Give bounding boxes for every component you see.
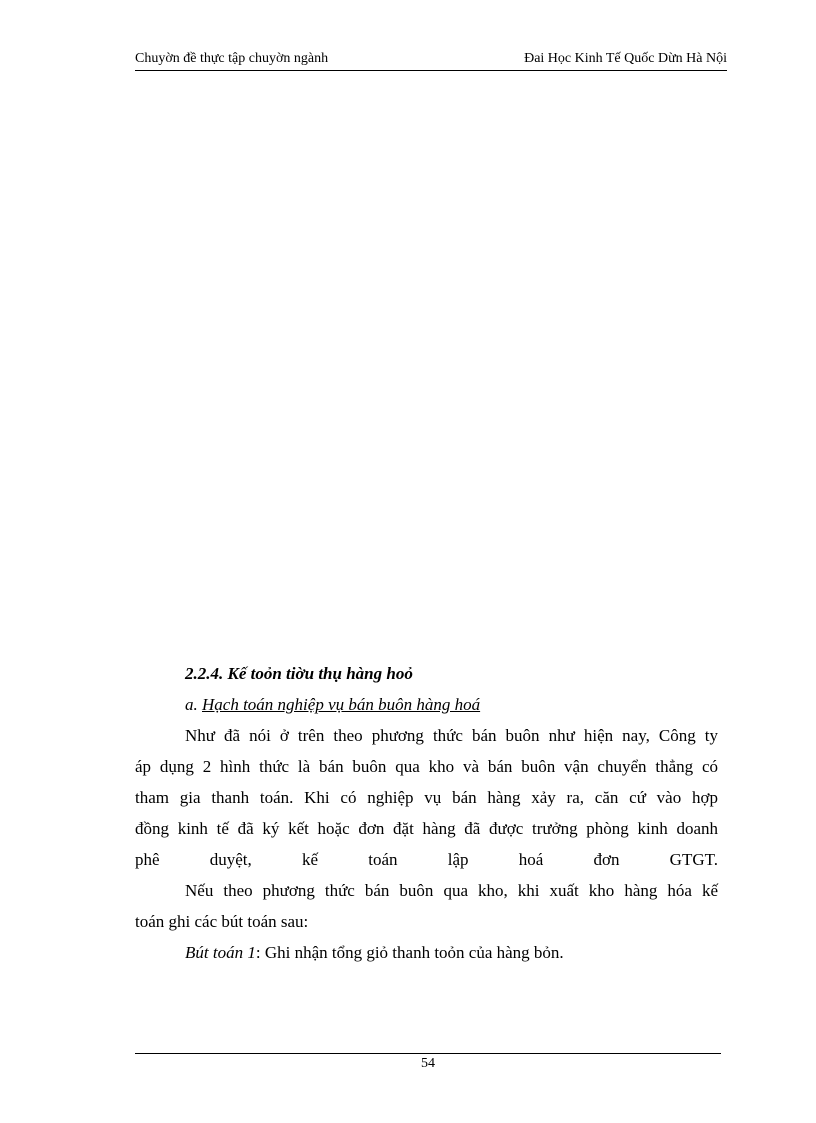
header-left-text: Chuyờn đề thực tập chuyờn ngành — [135, 51, 329, 66]
entry-line — [185, 937, 718, 968]
paragraph-1-line: phê duyệt, kế toán lập hoá đơn GTGT. — [135, 850, 718, 869]
paragraph-1-line: Như đã nói ở trên theo phương thức bán buôn như hiện nay, Công ty — [185, 726, 718, 745]
subheading-prefix: a. — [185, 695, 202, 714]
subheading-text: Hạch toán nghiệp vụ bán buôn hàng hoá — [202, 695, 481, 714]
entry-label: Bút toán 1 — [185, 943, 256, 962]
page-number: 54 — [421, 1056, 435, 1071]
entry-text: : Ghi nhận tổng giỏ thanh toỏn của hàng bỏn. — [255, 943, 564, 962]
header-right-text: Đai Học Kinh Tế Quốc Dừn Hà Nội — [524, 51, 727, 66]
paragraph-2-line: toán ghi các bút toán sau: — [135, 912, 309, 931]
paragraph-1-line: tham gia thanh toán. Khi có nghiệp vụ bán hàng xảy ra, căn cứ vào hợp — [135, 788, 718, 807]
page-header — [135, 50, 727, 71]
paragraph-1-line: áp dụng 2 hình thức là bán buôn qua kho và bán buôn vận chuyển thẳng có — [135, 757, 718, 776]
subheading — [185, 689, 718, 720]
paragraph-2 — [135, 875, 718, 937]
document-body — [135, 658, 718, 968]
paragraph-2-line: Nếu theo phương thức bán buôn qua kho, khi xuất kho hàng hóa kế — [185, 881, 718, 900]
paragraph-1-line: đồng kinh tế đã ký kết hoặc đơn đặt hàng đã được trưởng phòng kinh doanh — [135, 819, 718, 838]
footer-rule — [135, 1053, 721, 1054]
paragraph-1 — [135, 720, 718, 875]
section-title: 2.2.4. Kế toỏn tiờu thụ hàng hoỏ — [185, 664, 413, 683]
